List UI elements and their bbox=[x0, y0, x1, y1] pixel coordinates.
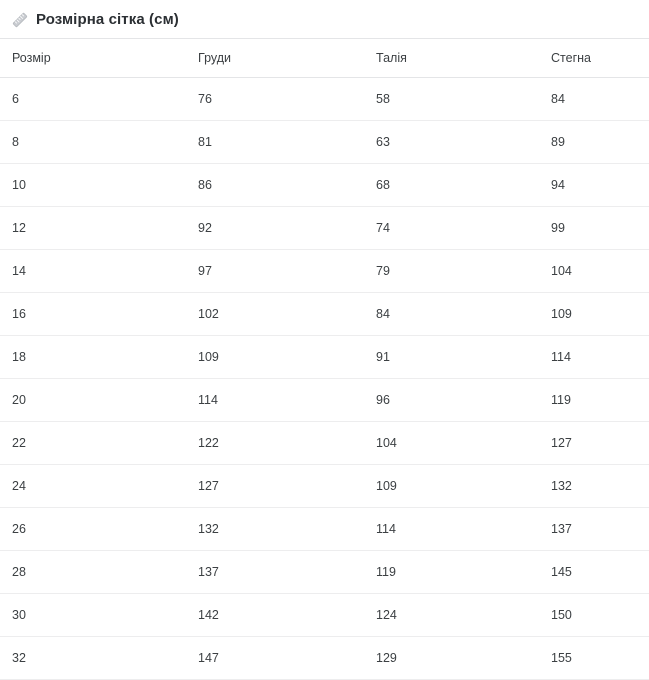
table-row bbox=[0, 551, 649, 594]
cell-chest: 109 bbox=[186, 336, 364, 379]
column-header-chest: Груди bbox=[186, 39, 364, 78]
cell-hips: 137 bbox=[539, 508, 649, 551]
cell-chest: 122 bbox=[186, 422, 364, 465]
cell-waist: 63 bbox=[364, 121, 539, 164]
cell-hips: 109 bbox=[539, 293, 649, 336]
cell-size: 20 bbox=[0, 379, 186, 422]
cell-waist: 74 bbox=[364, 207, 539, 250]
cell-chest: 102 bbox=[186, 293, 364, 336]
cell-chest: 137 bbox=[186, 551, 364, 594]
cell-waist: 58 bbox=[364, 78, 539, 121]
table-row bbox=[0, 637, 649, 680]
cell-hips: 99 bbox=[539, 207, 649, 250]
table-header-row bbox=[0, 39, 649, 78]
cell-chest: 97 bbox=[186, 250, 364, 293]
cell-hips: 150 bbox=[539, 594, 649, 637]
table-row bbox=[0, 121, 649, 164]
cell-waist: 104 bbox=[364, 422, 539, 465]
table-row bbox=[0, 250, 649, 293]
cell-waist: 79 bbox=[364, 250, 539, 293]
page-title: Розмірна сітка (см) bbox=[36, 10, 179, 28]
cell-waist: 91 bbox=[364, 336, 539, 379]
ruler-icon bbox=[12, 12, 28, 28]
table-row bbox=[0, 207, 649, 250]
table-row bbox=[0, 508, 649, 551]
cell-hips: 145 bbox=[539, 551, 649, 594]
cell-chest: 76 bbox=[186, 78, 364, 121]
cell-hips: 104 bbox=[539, 250, 649, 293]
cell-size: 12 bbox=[0, 207, 186, 250]
table-row bbox=[0, 78, 649, 121]
cell-waist: 114 bbox=[364, 508, 539, 551]
table-body bbox=[0, 78, 649, 680]
cell-waist: 119 bbox=[364, 551, 539, 594]
cell-hips: 89 bbox=[539, 121, 649, 164]
cell-chest: 81 bbox=[186, 121, 364, 164]
cell-size: 30 bbox=[0, 594, 186, 637]
table-row bbox=[0, 594, 649, 637]
cell-size: 22 bbox=[0, 422, 186, 465]
cell-hips: 94 bbox=[539, 164, 649, 207]
cell-size: 14 bbox=[0, 250, 186, 293]
table-header bbox=[0, 39, 649, 78]
cell-size: 26 bbox=[0, 508, 186, 551]
cell-hips: 155 bbox=[539, 637, 649, 680]
column-header-size: Розмір bbox=[0, 39, 186, 78]
cell-size: 16 bbox=[0, 293, 186, 336]
column-header-hips: Стегна bbox=[539, 39, 649, 78]
cell-size: 24 bbox=[0, 465, 186, 508]
page-title-row bbox=[0, 0, 649, 38]
cell-hips: 84 bbox=[539, 78, 649, 121]
column-header-waist: Талія bbox=[364, 39, 539, 78]
cell-waist: 84 bbox=[364, 293, 539, 336]
cell-chest: 86 bbox=[186, 164, 364, 207]
cell-chest: 142 bbox=[186, 594, 364, 637]
cell-size: 6 bbox=[0, 78, 186, 121]
cell-size: 18 bbox=[0, 336, 186, 379]
cell-hips: 127 bbox=[539, 422, 649, 465]
size-chart-table bbox=[0, 38, 649, 680]
cell-size: 8 bbox=[0, 121, 186, 164]
cell-chest: 132 bbox=[186, 508, 364, 551]
cell-size: 10 bbox=[0, 164, 186, 207]
cell-waist: 109 bbox=[364, 465, 539, 508]
table-row bbox=[0, 336, 649, 379]
cell-size: 28 bbox=[0, 551, 186, 594]
cell-hips: 119 bbox=[539, 379, 649, 422]
cell-chest: 92 bbox=[186, 207, 364, 250]
table-row bbox=[0, 465, 649, 508]
cell-size: 32 bbox=[0, 637, 186, 680]
table-row bbox=[0, 293, 649, 336]
cell-chest: 127 bbox=[186, 465, 364, 508]
cell-waist: 96 bbox=[364, 379, 539, 422]
cell-waist: 68 bbox=[364, 164, 539, 207]
cell-waist: 129 bbox=[364, 637, 539, 680]
cell-chest: 147 bbox=[186, 637, 364, 680]
table-row bbox=[0, 164, 649, 207]
cell-hips: 132 bbox=[539, 465, 649, 508]
table-row bbox=[0, 422, 649, 465]
cell-waist: 124 bbox=[364, 594, 539, 637]
cell-hips: 114 bbox=[539, 336, 649, 379]
table-row bbox=[0, 379, 649, 422]
cell-chest: 114 bbox=[186, 379, 364, 422]
